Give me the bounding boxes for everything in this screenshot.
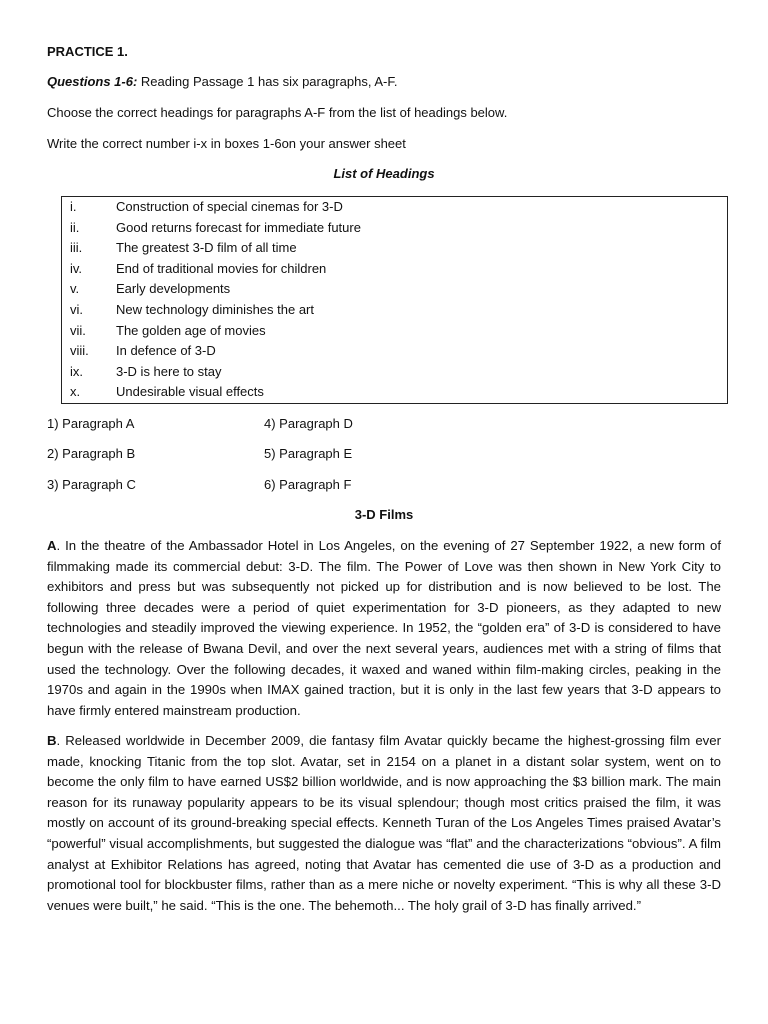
heading-text: 3-D is here to stay: [116, 363, 222, 379]
paragraph-letter: A: [47, 538, 57, 553]
heading-number: ix.: [70, 363, 83, 379]
answer-item: 4) Paragraph D: [264, 416, 353, 431]
heading-number: iv.: [70, 260, 83, 276]
heading-number: iii.: [70, 240, 83, 256]
paragraph-letter: B: [47, 733, 57, 748]
paragraph-a: [47, 536, 721, 721]
headings-list-box: [61, 196, 728, 404]
heading-number: i.: [70, 199, 77, 214]
questions-text: Reading Passage 1 has six paragraphs, A-F.: [137, 74, 398, 89]
heading-text: The golden age of movies: [116, 322, 266, 338]
passage-title: 3-D Films: [354, 507, 414, 522]
paragraph-b: [47, 731, 721, 916]
heading-number: x.: [70, 384, 81, 400]
heading-text: In defence of 3-D: [116, 343, 216, 359]
answer-item: 6) Paragraph F: [264, 477, 352, 492]
answer-item: 1) Paragraph A: [47, 416, 135, 431]
heading-text: New technology diminishes the art: [116, 302, 314, 317]
practice-title: PRACTICE 1.: [47, 44, 128, 59]
instruction-write: Write the correct number i-x in boxes 1-6on your answer sheet: [47, 136, 406, 151]
answer-item: 2) Paragraph B: [47, 446, 136, 461]
heading-number: vii.: [70, 322, 86, 338]
paragraph-text: . Released worldwide in December 2009, die fantasy film Avatar quickly became the highest-grossing film ever made, knocking Titanic from the top slot. Avatar, set in 2154 on a planet in a distant solar system, went on to become the only film to have earned US$2 billion worldwide, and is now approaching the $3 billion mark. The main reason for its runaway popularity appears to be its visual splendour; though most critics praised the film, it was mostly on account of its ground-breaking special effects. Kenneth Turan of the Los Angeles Times praised Avatar’s “powerful” visual accomplishments, but suggested the dialogue was “flat” and the characterizations “obvious”. A film analyst at Exhibitor Relations has agreed, noting that Avatar has cemented die use of 3-D as a production and promotional tool for blockbuster films, rather than as a mere niche or novelty experiment. “This is why all these 3-D venues were built,” he said. “This is the one. The behemoth... The holy grail of 3-D has finally arrived.”: [47, 733, 721, 913]
heading-text: Construction of special cinemas for 3-D: [116, 199, 343, 214]
questions-label: Questions 1-6:: [47, 74, 138, 89]
heading-text: The greatest 3-D film of all time: [116, 240, 297, 256]
heading-text: Good returns forecast for immediate future: [116, 219, 361, 235]
heading-text: Early developments: [116, 281, 231, 297]
answer-item: 5) Paragraph E: [264, 446, 353, 461]
answer-item: 3) Paragraph C: [47, 477, 136, 492]
heading-text: Undesirable visual effects: [116, 384, 264, 400]
heading-number: ii.: [70, 219, 80, 235]
heading-number: viii.: [70, 343, 89, 359]
instruction-choose: Choose the correct headings for paragraphs A-F from the list of headings below.: [47, 105, 508, 120]
paragraph-text: . In the theatre of the Ambassador Hotel in Los Angeles, on the evening of 27 September 1922, a new form of filmmaking made its commercial debut: 3-D. The film. The Power of Love was then shown in New York City to exhibitors and press but was subsequently not picked up for distribution and is now believed to be lost. The following three decades were a period of quiet experimentation for 3-D pioneers, as they adapted to new technologies and steadily improved the viewing experience. In 1952, the “golden era” of 3-D is considered to have begun with the release of Bwana Devil, and over the next several years, audiences met with a string of films that used the technology. Over the following decades, it waxed and waned within film-making circles, peaking in the 1970s and again in the 1990s when IMAX gained traction, but it is only in the last few years that 3-D appears to have firmly entered mainstream production.: [47, 538, 721, 718]
questions-intro: [47, 74, 397, 89]
heading-number: v.: [70, 281, 80, 297]
list-of-headings-title: List of Headings: [333, 166, 435, 181]
heading-number: vi.: [70, 302, 83, 317]
heading-text: End of traditional movies for children: [116, 260, 327, 276]
